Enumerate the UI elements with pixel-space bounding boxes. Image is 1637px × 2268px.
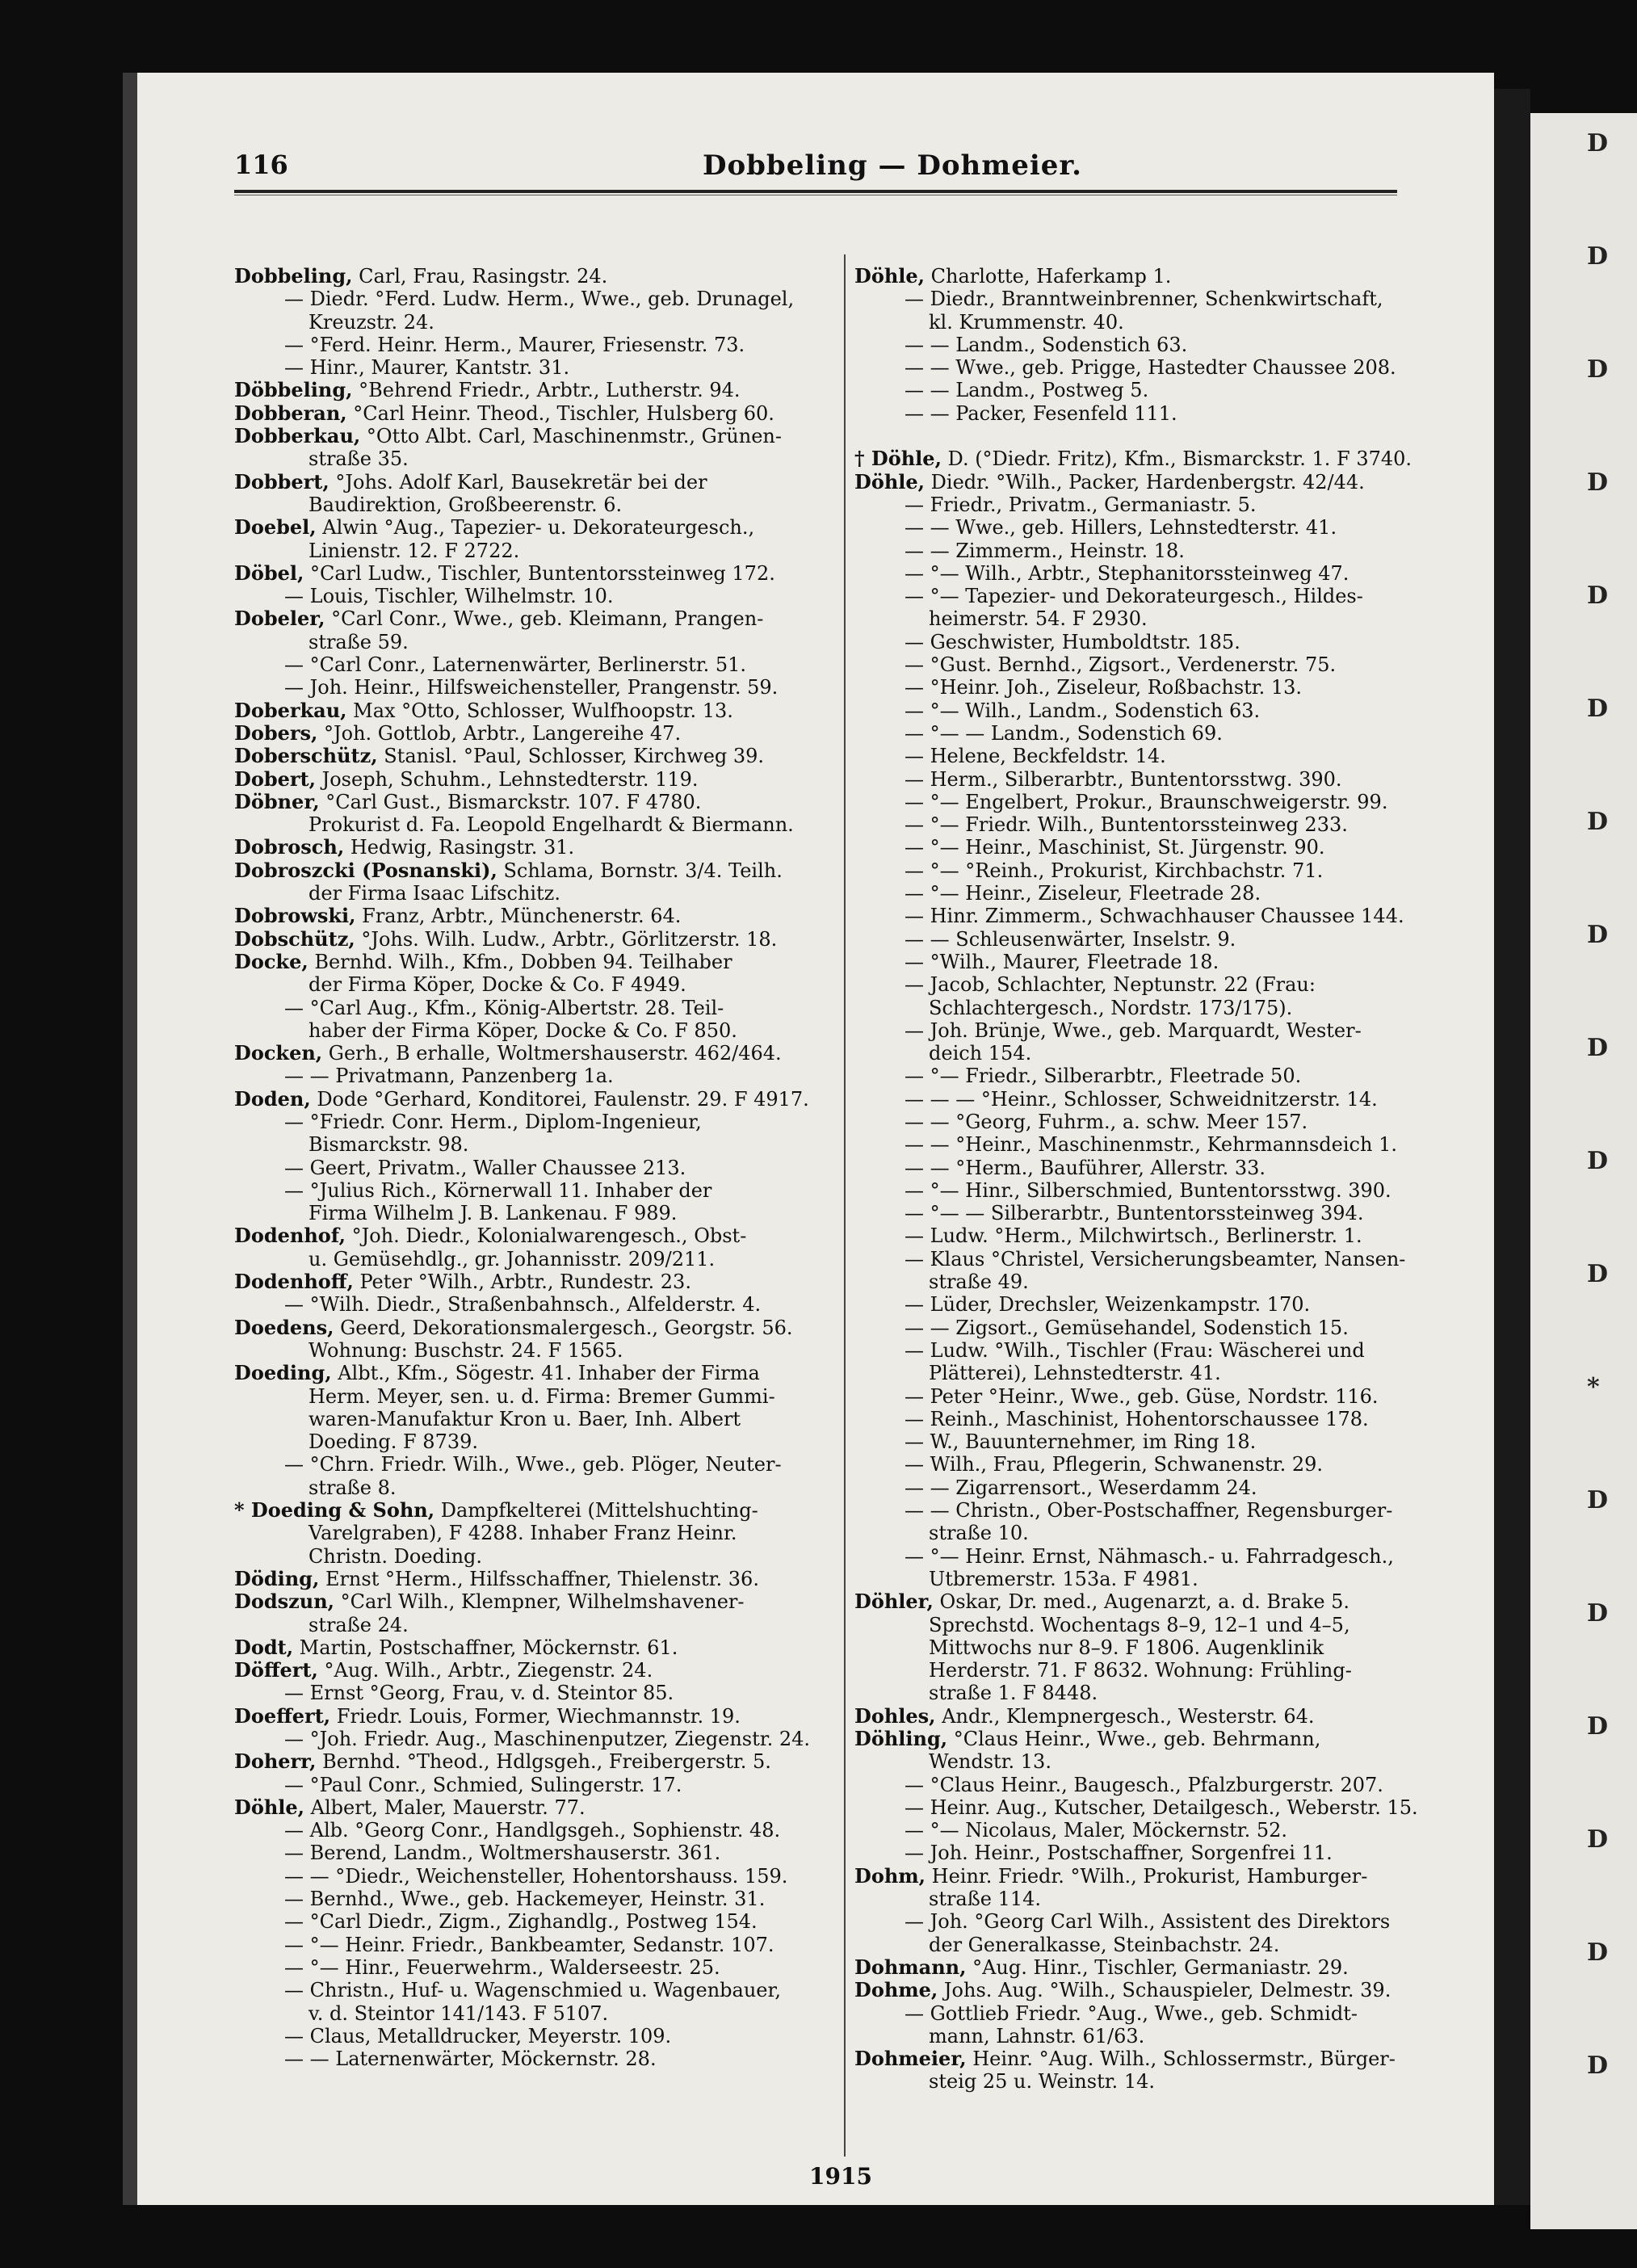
directory-entry-line: — °— — Silberarbtr., Buntentorssteinweg 394. bbox=[905, 1202, 1364, 1225]
directory-entry-line: — °— Hinr., Feuerwehrm., Walderseestr. 25. bbox=[284, 1955, 720, 1979]
directory-entry-line: Dobrosch, Hedwig, Rasingstr. 31. bbox=[234, 836, 575, 859]
directory-entry-line: v. d. Steintor 141/143. F 5107. bbox=[309, 2001, 609, 2025]
directory-entry-line: * Doeding & Sohn, Dampfkelterei (Mittelshuchting- bbox=[234, 1499, 758, 1522]
adjacent-page-letter: D bbox=[1587, 1825, 1609, 1854]
directory-entry-line: — Diedr. °Ferd. Ludw. Herm., Wwe., geb. Drunagel, bbox=[284, 288, 795, 311]
directory-entry-line: — Diedr., Branntweinbrenner, Schenkwirtschaft, bbox=[905, 288, 1383, 311]
adjacent-page-letter: D bbox=[1587, 921, 1609, 949]
adjacent-page-edge bbox=[1530, 113, 1637, 2229]
adjacent-page-letter: * bbox=[1587, 1373, 1600, 1401]
directory-entry-line: — °Carl Conr., Laternenwärter, Berlinerstr. 51. bbox=[284, 653, 747, 677]
directory-entry-line: Firma Wilhelm J. B. Lankenau. F 989. bbox=[309, 1202, 678, 1225]
directory-entry-line: Wendstr. 13. bbox=[929, 1750, 1051, 1774]
directory-entry-line: — — °Herm., Bauführer, Allerstr. 33. bbox=[905, 1156, 1266, 1179]
directory-entry-line: Doden, Dode °Gerhard, Konditorei, Faulenstr. 29. F 4917. bbox=[234, 1087, 809, 1111]
column-divider bbox=[844, 254, 846, 2157]
directory-entry-line: Döhling, °Claus Heinr., Wwe., geb. Behrmann, bbox=[854, 1728, 1321, 1750]
directory-entry-line: — Alb. °Georg Conr., Handlgsgeh., Sophienstr. 48. bbox=[284, 1819, 781, 1842]
directory-entry-line: Döhler, Oskar, Dr. med., Augenarzt, a. d. Brake 5. bbox=[854, 1590, 1350, 1614]
directory-entry-line: — °Heinr. Joh., Ziseleur, Roßbachstr. 13. bbox=[905, 676, 1303, 699]
directory-entry-line: — — Wwe., geb. Hillers, Lehnstedterstr. 41. bbox=[905, 516, 1337, 540]
directory-entry-line: Dobschütz, °Johs. Wilh. Ludw., Arbtr., Görlitzerstr. 18. bbox=[234, 927, 778, 951]
adjacent-page-letter: D bbox=[1587, 1034, 1609, 1062]
directory-entry-line: Bismarckstr. 98. bbox=[309, 1133, 469, 1157]
directory-entry-line: Döbbeling, °Behrend Friedr., Arbtr., Lutherstr. 94. bbox=[234, 379, 741, 402]
directory-entry-line: Dohme, Johs. Aug. °Wilh., Schauspieler, Delmestr. 39. bbox=[854, 1979, 1391, 2002]
directory-entry-line: haber der Firma Köper, Docke & Co. F 850. bbox=[309, 1018, 737, 1042]
directory-entry-line: heimerstr. 54. F 2930. bbox=[929, 607, 1148, 631]
directory-entry-line: — °— Wilh., Landm., Sodenstich 63. bbox=[905, 699, 1261, 722]
directory-entry-line: deich 154. bbox=[929, 1042, 1032, 1065]
directory-entry-line: — °— — Landm., Sodenstich 69. bbox=[905, 721, 1223, 745]
directory-entry-line: — °— Heinr. Ernst, Nähmasch.- u. Fahrradgesch., bbox=[905, 1544, 1394, 1568]
directory-entry-line: — Gottlieb Friedr. °Aug., Wwe., geb. Schmidt- bbox=[905, 2001, 1358, 2025]
directory-entry-line: Döhle, Diedr. °Wilh., Packer, Hardenbergstr. 42/44. bbox=[854, 470, 1365, 494]
right-column bbox=[854, 265, 1448, 2094]
directory-entry-line: — °— Friedr., Silberarbtr., Fleetrade 50. bbox=[905, 1065, 1302, 1088]
directory-entry-line: — Louis, Tischler, Wilhelmstr. 10. bbox=[284, 585, 614, 608]
adjacent-page-letter: D bbox=[1587, 468, 1609, 497]
running-header: Dobbeling — Dohmeier. bbox=[703, 149, 1083, 182]
directory-entry-line: der Firma Isaac Lifschitz. bbox=[309, 882, 560, 905]
directory-entry-line: — °Wilh. Diedr., Straßenbahnsch., Alfelderstr. 4. bbox=[284, 1293, 762, 1317]
directory-entry-line: straße 24. bbox=[309, 1613, 409, 1636]
adjacent-page-letter: D bbox=[1587, 1147, 1609, 1175]
adjacent-page-letter: D bbox=[1587, 582, 1609, 610]
directory-entry-line: waren-Manufaktur Kron u. Baer, Inh. Albert bbox=[309, 1407, 741, 1430]
directory-entry-line bbox=[854, 425, 1448, 447]
directory-entry-line: Dobroszcki (Posnanski), Schlama, Bornstr. 3/4. Teilh. bbox=[234, 859, 783, 882]
directory-entry-line: — Joh. Brünje, Wwe., geb. Marquardt, Wester- bbox=[905, 1018, 1362, 1042]
directory-entry-line: — °Claus Heinr., Baugesch., Pfalzburgerstr. 207. bbox=[905, 1773, 1383, 1796]
directory-entry-line: — °Carl Aug., Kfm., König-Albertstr. 28. Teil- bbox=[284, 996, 724, 1019]
directory-entry-line: — — Zigsort., Gemüsehandel, Sodenstich 15. bbox=[905, 1316, 1349, 1339]
directory-entry-line: straße 49. bbox=[929, 1270, 1029, 1294]
directory-entry-line: — Berend, Landm., Woltmershauserstr. 361. bbox=[284, 1842, 721, 1865]
directory-entry-line: Herderstr. 71. F 8632. Wohnung: Frühling- bbox=[929, 1659, 1352, 1682]
directory-entry-line: — °Chrn. Friedr. Wilh., Wwe., geb. Plöger, Neuter- bbox=[284, 1453, 782, 1476]
directory-entry-line: Döffert, °Aug. Wilh., Arbtr., Ziegenstr. 24. bbox=[234, 1659, 653, 1682]
directory-entry-line: Baudirektion, Großbeerenstr. 6. bbox=[309, 493, 623, 516]
adjacent-page-letter: D bbox=[1587, 1260, 1609, 1288]
directory-entry-line: Varelgraben), F 4288. Inhaber Franz Heinr. bbox=[309, 1522, 737, 1545]
adjacent-page-letter: D bbox=[1587, 695, 1609, 723]
directory-entry-line: der Firma Köper, Docke & Co. F 4949. bbox=[309, 973, 686, 997]
directory-entry-line: — Reinh., Maschinist, Hohentorschaussee 178. bbox=[905, 1407, 1369, 1430]
directory-entry-line: Dobberkau, °Otto Albt. Carl, Maschinenmstr., Grünen- bbox=[234, 425, 782, 448]
directory-entry-line: — — Zigarrensort., Weserdamm 24. bbox=[905, 1476, 1257, 1499]
adjacent-page-letter: D bbox=[1587, 1599, 1609, 1628]
adjacent-page-letter: D bbox=[1587, 808, 1609, 836]
directory-entry-line: — — Zimmerm., Heinstr. 18. bbox=[905, 539, 1185, 562]
directory-entry-line: straße 8. bbox=[309, 1476, 397, 1499]
directory-entry-line: Dohles, Andr., Klempnergesch., Westerstr. 64. bbox=[854, 1704, 1315, 1728]
adjacent-page-letter: D bbox=[1587, 1712, 1609, 1741]
directory-entry-line: — °— Friedr. Wilh., Buntentorssteinweg 233. bbox=[905, 813, 1348, 837]
directory-entry-line: — Claus, Metalldrucker, Meyerstr. 109. bbox=[284, 2024, 672, 2048]
directory-entry-line: — — Packer, Fesenfeld 111. bbox=[905, 401, 1177, 425]
directory-entry-line: — °— Engelbert, Prokur., Braunschweigerstr. 99. bbox=[905, 790, 1388, 813]
directory-entry-line: straße 35. bbox=[309, 447, 409, 471]
directory-entry-line: — °Paul Conr., Schmied, Sulingerstr. 17. bbox=[284, 1773, 682, 1796]
directory-entry-line: — °Carl Diedr., Zigm., Zighandlg., Postweg 154. bbox=[284, 1910, 758, 1934]
directory-entry-line: — Lüder, Drechsler, Weizenkampstr. 170. bbox=[905, 1293, 1311, 1317]
directory-entry-line: — Ernst °Georg, Frau, v. d. Steintor 85. bbox=[284, 1682, 674, 1705]
directory-entry-line: Dohmann, °Aug. Hinr., Tischler, Germaniastr. 29. bbox=[854, 1955, 1349, 1979]
directory-entry-line: — Geschwister, Humboldtstr. 185. bbox=[905, 630, 1240, 653]
directory-entry-line: — °— Hinr., Silberschmied, Buntentorsstwg. 390. bbox=[905, 1178, 1391, 1202]
directory-entry-line: Döhle, Albert, Maler, Mauerstr. 77. bbox=[234, 1796, 586, 1819]
directory-entry-line: Sprechstd. Wochentags 8–9, 12–1 und 4–5, bbox=[929, 1613, 1350, 1636]
directory-entry-line: — — Christn., Ober-Postschaffner, Regensburger- bbox=[905, 1499, 1393, 1522]
directory-entry-line: mann, Lahnstr. 61/63. bbox=[929, 2024, 1145, 2048]
page-number: 116 bbox=[234, 149, 288, 180]
directory-entry-line: Doberschütz, Stanisl. °Paul, Schlosser, Kirchweg 39. bbox=[234, 745, 765, 768]
directory-entry-line: — °Joh. Friedr. Aug., Maschinenputzer, Ziegenstr. 24. bbox=[284, 1728, 811, 1750]
directory-entry-line: Dobrowski, Franz, Arbtr., Münchenerstr. 64. bbox=[234, 905, 682, 928]
directory-entry-line: kl. Krummenstr. 40. bbox=[929, 310, 1124, 334]
directory-entry-line: Döbner, °Carl Gust., Bismarckstr. 107. F 4780. bbox=[234, 790, 702, 813]
directory-entry-line: Herm. Meyer, sen. u. d. Firma: Bremer Gummi- bbox=[309, 1384, 775, 1408]
directory-entry-line: straße 59. bbox=[309, 630, 409, 653]
directory-entry-line: — — — °Heinr., Schlosser, Schweidnitzerstr. 14. bbox=[905, 1087, 1378, 1111]
directory-entry-line: — — °Diedr., Weichensteller, Hohentorshauss. 159. bbox=[284, 1864, 788, 1888]
directory-entry-line: u. Gemüsehdlg., gr. Johannisstr. 209/211. bbox=[309, 1247, 716, 1270]
directory-entry-line: — °— Tapezier- und Dekorateurgesch., Hildes- bbox=[905, 585, 1363, 608]
directory-entry-line: Doeding, Albt., Kfm., Sögestr. 41. Inhaber der Firma bbox=[234, 1362, 760, 1385]
directory-entry-line: † Döhle, D. (°Diedr. Fritz), Kfm., Bismarckstr. 1. F 3740. bbox=[854, 447, 1412, 471]
directory-entry-line: — °— Heinr. Friedr., Bankbeamter, Sedanstr. 107. bbox=[284, 1933, 774, 1956]
directory-entry-line: straße 1. F 8448. bbox=[929, 1682, 1098, 1705]
directory-entry-line: straße 114. bbox=[929, 1888, 1042, 1911]
directory-entry-line: — Joh. Heinr., Hilfsweichensteller, Prangenstr. 59. bbox=[284, 676, 779, 699]
adjacent-page-letter: D bbox=[1587, 1938, 1609, 1967]
directory-entry-line: — Christn., Huf- u. Wagenschmied u. Wagenbauer, bbox=[284, 1979, 781, 2002]
directory-entry-line: — — °Heinr., Maschinenmstr., Kehrmannsdeich 1. bbox=[905, 1133, 1397, 1157]
directory-entry-line: Dobbeling, Carl, Frau, Rasingstr. 24. bbox=[234, 265, 608, 288]
directory-entry-line: — Peter °Heinr., Wwe., geb. Güse, Nordstr. 116. bbox=[905, 1384, 1379, 1408]
directory-entry-line: Dodenhoff, Peter °Wilh., Arbtr., Rundestr. 23. bbox=[234, 1270, 691, 1294]
directory-entry-line: Dobers, °Joh. Gottlob, Arbtr., Langereihe 47. bbox=[234, 721, 682, 745]
directory-entry-line: der Generalkasse, Steinbachstr. 24. bbox=[929, 1933, 1280, 1956]
left-column bbox=[234, 265, 828, 2070]
directory-entry-line: — — Laternenwärter, Möckernstr. 28. bbox=[284, 2048, 657, 2071]
header-rule bbox=[234, 190, 1397, 193]
directory-entry-line: steig 25 u. Weinstr. 14. bbox=[929, 2070, 1155, 2094]
adjacent-page-letter: D bbox=[1587, 355, 1609, 384]
directory-entry-line: — — °Georg, Fuhrm., a. schw. Meer 157. bbox=[905, 1110, 1308, 1133]
directory-entry-line: Dodszun, °Carl Wilh., Klempner, Wilhelmshavener- bbox=[234, 1590, 745, 1614]
directory-entry-line: — Hinr., Maurer, Kantstr. 31. bbox=[284, 356, 570, 380]
directory-entry-line: — — Privatmann, Panzenberg 1a. bbox=[284, 1065, 614, 1088]
directory-entry-line: — °Wilh., Maurer, Fleetrade 18. bbox=[905, 950, 1219, 973]
directory-entry-line: Docken, Gerh., B erhalle, Woltmershauserstr. 462/464. bbox=[234, 1042, 782, 1065]
directory-entry-line: — Friedr., Privatm., Germaniastr. 5. bbox=[905, 493, 1257, 516]
directory-entry-line: — °Julius Rich., Körnerwall 11. Inhaber der bbox=[284, 1178, 712, 1202]
directory-entry-line: — °Ferd. Heinr. Herm., Maurer, Friesenstr. 73. bbox=[284, 333, 745, 356]
directory-entry-line: straße 10. bbox=[929, 1522, 1029, 1545]
directory-entry-line: Doedens, Geerd, Dekorationsmalergesch., Georgstr. 56. bbox=[234, 1316, 793, 1339]
directory-entry-line: Dobberan, °Carl Heinr. Theod., Tischler, Hulsberg 60. bbox=[234, 401, 774, 425]
directory-entry-line: — Hinr. Zimmerm., Schwachhauser Chaussee 144. bbox=[905, 905, 1404, 928]
directory-entry-line: Dodt, Martin, Postschaffner, Möckernstr. 61. bbox=[234, 1636, 678, 1659]
directory-entry-line: — — Wwe., geb. Prigge, Hastedter Chaussee 208. bbox=[905, 356, 1396, 380]
directory-entry-line: — Ludw. °Wilh., Tischler (Frau: Wäscherei und bbox=[905, 1338, 1365, 1362]
adjacent-page-letter: D bbox=[1587, 242, 1609, 271]
adjacent-page-letter: D bbox=[1587, 1486, 1609, 1514]
directory-entry-line: Doherr, Bernhd. °Theod., Hdlgsgeh., Freibergerstr. 5. bbox=[234, 1750, 771, 1774]
directory-entry-line: Docke, Bernhd. Wilh., Kfm., Dobben 94. Teilhaber bbox=[234, 950, 732, 973]
directory-entry-line: — Joh. Heinr., Postschaffner, Sorgenfrei 11. bbox=[905, 1842, 1333, 1865]
directory-entry-line: — Klaus °Christel, Versicherungsbeamter, Nansen- bbox=[905, 1247, 1406, 1270]
adjacent-page-letter: D bbox=[1587, 2052, 1609, 2080]
directory-entry-line: — °Friedr. Conr. Herm., Diplom-Ingenieur, bbox=[284, 1110, 702, 1133]
directory-entry-line: Doeding. F 8739. bbox=[309, 1430, 478, 1454]
directory-entry-line: — — Landm., Postweg 5. bbox=[905, 379, 1149, 402]
directory-entry-line: Linienstr. 12. F 2722. bbox=[309, 539, 520, 562]
directory-entry-line: Dobbert, °Johs. Adolf Karl, Bausekretär bei der bbox=[234, 470, 707, 494]
directory-entry-line: Dodenhof, °Joh. Diedr., Kolonialwarengesch., Obst- bbox=[234, 1224, 747, 1248]
directory-entry-line: — Wilh., Frau, Pflegerin, Schwanenstr. 29. bbox=[905, 1453, 1324, 1476]
directory-entry-line: Doeffert, Friedr. Louis, Former, Wiechmannstr. 19. bbox=[234, 1704, 741, 1728]
directory-entry-line: Plätterei), Lehnstedterstr. 41. bbox=[929, 1362, 1221, 1385]
directory-entry-line: Dobert, Joseph, Schuhm., Lehnstedterstr. 119. bbox=[234, 767, 699, 791]
directory-entry-line: Wohnung: Buschstr. 24. F 1565. bbox=[309, 1338, 623, 1362]
directory-entry-line: Dohmeier, Heinr. °Aug. Wilh., Schlossermstr., Bürger- bbox=[854, 2048, 1396, 2071]
directory-entry-line: — °— °Reinh., Prokurist, Kirchbachstr. 71. bbox=[905, 859, 1324, 882]
directory-entry-line: Mittwochs nur 8–9. F 1806. Augenklinik bbox=[929, 1636, 1324, 1659]
directory-entry-line: — — Schleusenwärter, Inselstr. 9. bbox=[905, 927, 1236, 951]
book-gutter bbox=[1494, 89, 1530, 2205]
directory-entry-line: Schlachtergesch., Nordstr. 173/175). bbox=[929, 996, 1293, 1019]
directory-entry-line: Doberkau, Max °Otto, Schlosser, Wulfhoopstr. 13. bbox=[234, 699, 733, 722]
directory-entry-line: Kreuzstr. 24. bbox=[309, 310, 434, 334]
directory-entry-line: Christn. Doeding. bbox=[309, 1544, 483, 1568]
page-footer-year: 1915 bbox=[809, 2163, 872, 2190]
directory-entry-line: — Ludw. °Herm., Milchwirtsch., Berlinerstr. 1. bbox=[905, 1224, 1362, 1248]
directory-entry-line: — Helene, Beckfeldstr. 14. bbox=[905, 745, 1166, 768]
directory-entry-line: — Bernhd., Wwe., geb. Hackemeyer, Heinstr. 31. bbox=[284, 1888, 766, 1911]
directory-entry-line: Döbel, °Carl Ludw., Tischler, Buntentorssteinweg 172. bbox=[234, 561, 775, 585]
adjacent-page-letter: D bbox=[1587, 129, 1609, 158]
directory-entry-line: — °— Heinr., Maschinist, St. Jürgenstr. 90. bbox=[905, 836, 1325, 859]
directory-page bbox=[137, 73, 1494, 2205]
directory-entry-line: — Herm., Silberarbtr., Buntentorsstwg. 390. bbox=[905, 767, 1342, 791]
directory-entry-line: — — Landm., Sodenstich 63. bbox=[905, 333, 1188, 356]
directory-entry-line: Prokurist d. Fa. Leopold Engelhardt & Biermann. bbox=[309, 813, 794, 837]
directory-entry-line: — °— Heinr., Ziseleur, Fleetrade 28. bbox=[905, 882, 1261, 905]
directory-entry-line: — °— Wilh., Arbtr., Stephanitorssteinweg 47. bbox=[905, 561, 1349, 585]
directory-entry-line: — W., Bauunternehmer, im Ring 18. bbox=[905, 1430, 1257, 1454]
directory-entry-line: Döhle, Charlotte, Haferkamp 1. bbox=[854, 265, 1172, 288]
directory-entry-line: — Joh. °Georg Carl Wilh., Assistent des Direktors bbox=[905, 1910, 1391, 1934]
directory-entry-line: — Jacob, Schlachter, Neptunstr. 22 (Frau: bbox=[905, 973, 1316, 997]
directory-entry-line: Döding, Ernst °Herm., Hilfsschaffner, Thielenstr. 36. bbox=[234, 1567, 759, 1590]
directory-entry-line: — °Gust. Bernhd., Zigsort., Verdenerstr. 75. bbox=[905, 653, 1337, 677]
directory-entry-line: Doebel, Alwin °Aug., Tapezier- u. Dekorateurgesch., bbox=[234, 516, 755, 540]
directory-entry-line: Dohm, Heinr. Friedr. °Wilh., Prokurist, Hamburger- bbox=[854, 1864, 1368, 1888]
directory-entry-line: — °— Nicolaus, Maler, Möckernstr. 52. bbox=[905, 1819, 1288, 1842]
directory-entry-line: — Heinr. Aug., Kutscher, Detailgesch., Weberstr. 15. bbox=[905, 1796, 1418, 1819]
directory-entry-line: Utbremerstr. 153a. F 4981. bbox=[929, 1567, 1198, 1590]
directory-entry-line: — Geert, Privatm., Waller Chaussee 213. bbox=[284, 1156, 686, 1179]
directory-entry-line: Dobeler, °Carl Conr., Wwe., geb. Kleimann, Prangen- bbox=[234, 607, 764, 631]
